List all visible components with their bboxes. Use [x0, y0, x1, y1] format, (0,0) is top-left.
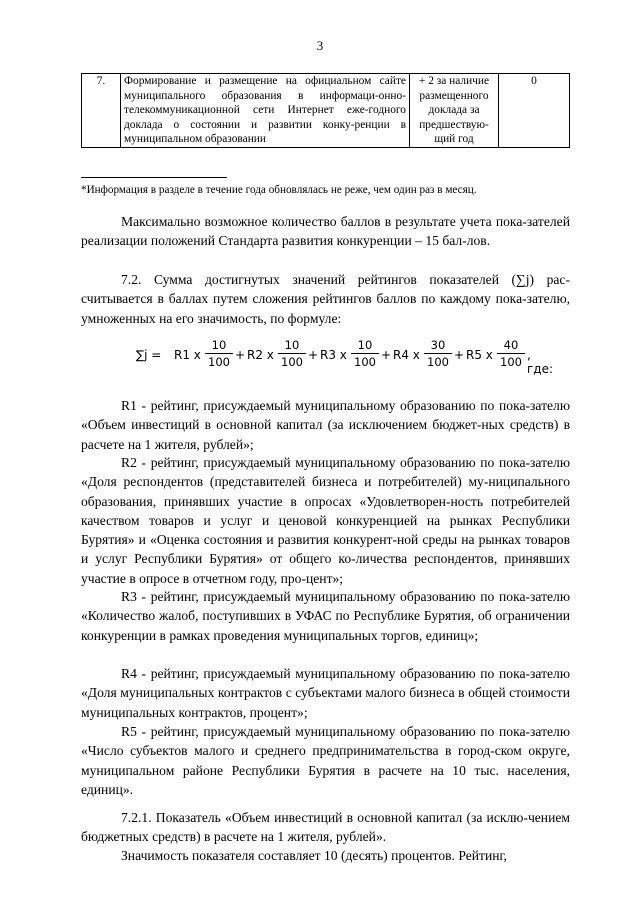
paragraph-r2	[81, 453, 570, 588]
paragraph-7-2-1	[81, 808, 570, 847]
table-row	[82, 74, 570, 148]
row-points: + 2 за наличие размещенного доклада за предшествую-щий год	[410, 74, 499, 148]
formula-fraction: $\frac{10}{100}$	[205, 338, 233, 369]
row-number: 7.	[82, 74, 121, 148]
paragraph-text: R4 - рейтинг, присуждаемый муниципальному образованию по пока-зателю «Доля муниципальных контрактов с субъектами малого бизнеса в общей стоимости муниципальных контрактов, процент»;	[81, 666, 570, 720]
paragraph-significance	[81, 846, 570, 865]
paragraph-text: 7.2.1. Показатель «Объем инвестиций в основной капитал (за исклю-чением бюджетных средств) в расчете на 1 жителя, рублей».	[81, 810, 570, 845]
page-number: 3	[316, 38, 324, 53]
formula-suffix: , где:	[527, 348, 554, 376]
criteria-table	[81, 73, 570, 148]
formula-term-r2: R2 x	[247, 348, 274, 362]
formula-fraction: $\frac{10}{100}$	[278, 338, 306, 369]
formula-lhs: ∑j =	[136, 348, 162, 362]
paragraph-r4	[81, 664, 570, 722]
paragraph-r5	[81, 722, 570, 799]
paragraph-text: R2 - рейтинг, присуждаемый муниципальному образованию по пока-зателю «Доля респондентов (представителей бизнеса и потребителей) му-ниципального образования, принявших участие в опросах «Удовлетворен-ность потребителей качеством товаров и услуг и ценовой конкуренцией на рынках Республики Бурятия» и «Оценка состояния и развития конкурент-ной среды на рынках товаров и услуг Республики Бурятия» от общего ко-личества респондентов, принявших участие в опросе в отчетном году, про-цент»;	[81, 455, 570, 586]
formula-term-r1: R1 x	[174, 348, 201, 362]
rating-formula	[136, 338, 556, 382]
paragraph-text: Значимость показателя составляет 10 (десять) процентов. Рейтинг,	[121, 848, 507, 863]
paragraph-max-score	[81, 212, 570, 251]
paragraph-text: R1 - рейтинг, присуждаемый муниципальному образованию по пока-зателю «Объем инвестиций в основной капитал (за исключением бюджет-ных средств) в расчете на 1 жителя, рублей»;	[81, 398, 570, 452]
paragraph-text: Максимально возможное количество баллов в результате учета пока-зателей реализации положений Стандарта развития конкуренции – 15 бал-лов.	[81, 214, 570, 249]
row-description: Формирование и размещение на официальном сайте муниципального образования в информаци-онно-телекоммуникационной сети Интернет еже-годного доклада о состоянии и развитии конку-ренции в муниципальном образовании	[121, 74, 410, 148]
formula-fraction: $\frac{30}{100}$	[424, 338, 452, 369]
paragraph-r3	[81, 587, 570, 645]
formula-operator: +	[308, 348, 319, 362]
paragraph-text: R3 - рейтинг, присуждаемый муниципальному образованию по пока-зателю «Количество жалоб, поступивших в УФАС по Республике Бурятия, об ограничении конкуренции в рамках проведения муниципальных торгов, единиц»;	[81, 589, 570, 643]
formula-fraction: $\frac{10}{100}$	[351, 338, 379, 369]
paragraph-text: 7.2. Сумма достигнутых значений рейтингов показателей (∑j) рас-считывается в баллах путем сложения рейтингов баллов по каждому пока-зателю, умноженных на его значимость, по формуле:	[81, 272, 570, 326]
formula-term-r5: R5 x	[466, 348, 493, 362]
formula-operator: +	[454, 348, 465, 362]
formula-operator: +	[381, 348, 392, 362]
paragraph-r1	[81, 396, 570, 454]
formula-operator: +	[235, 348, 246, 362]
footnote: *Информация в разделе в течение года обновлялась не реже, чем один раз в месяц.	[81, 184, 477, 196]
row-value: 0	[499, 74, 570, 148]
formula-term-r3: R3 x	[320, 348, 347, 362]
footnote-separator	[81, 177, 227, 178]
formula-fraction: $\frac{40}{100}$	[497, 338, 525, 369]
formula-term-r4: R4 x	[393, 348, 420, 362]
paragraph-text: R5 - рейтинг, присуждаемый муниципальному образованию по пока-зателю «Число субъектов малого и среднего предпринимательства в город-ском округе, муниципальном районе Республики Бурятия в расчете на 10 тыс. населения, единиц».	[81, 724, 570, 797]
paragraph-7-2	[81, 270, 570, 328]
